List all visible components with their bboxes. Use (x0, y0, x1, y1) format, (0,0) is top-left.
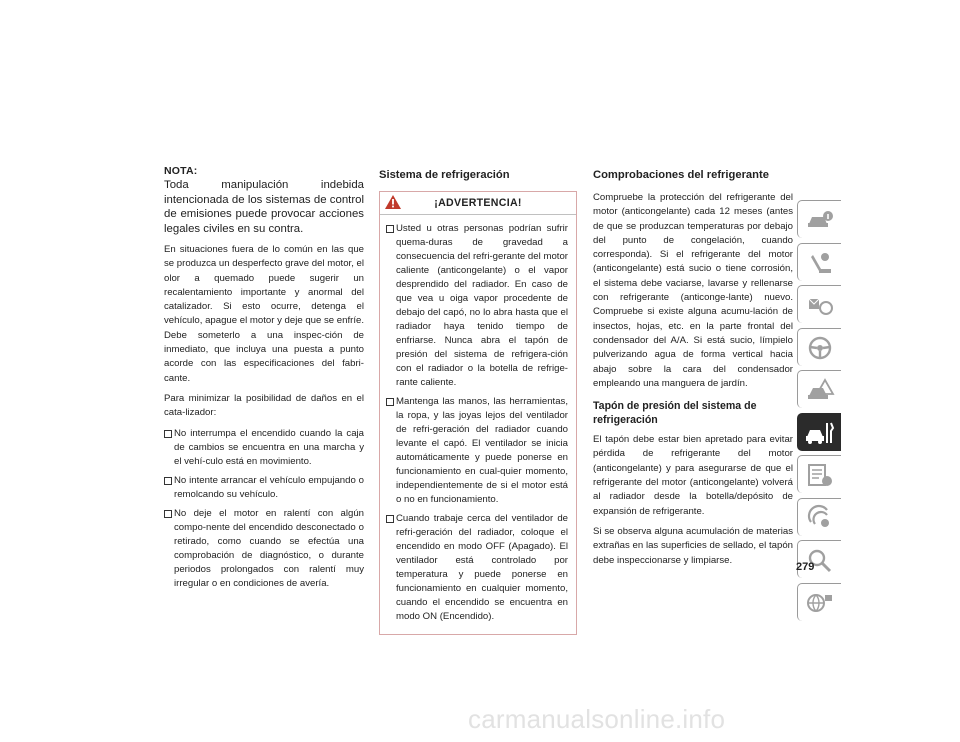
paragraph-coolant-checks: Compruebe la protección del refrigerante del motor (anticongelante) cada 12 meses (antes de que se produzcan temperaturas por debajo del punto de congelación, cuando corresponda). Si el refrigerante del motor (anticongelante) está sucio o tiene corrosión, el sistema debe vaciarse, lavarse y rellenarse con refrigerante (anticonge-lante) nuevo. Compruebe si existe alguna acumu-lación de insectos, hojas, etc. en la parte frontal del condensador del A/A. Si está sucio, límpielo pulverizando agua de forma vertical hacia abajo sobre la cara del condensador empleando una manguera de jardín. (593, 192, 793, 389)
column-middle (379, 165, 577, 635)
list-item: No interrumpa el encendido cuando la caja de cambios se encuentra en una marcha y el vehí-culo está en movimiento. (164, 427, 364, 469)
starting-icon (805, 291, 835, 319)
note-label: NOTA: (164, 165, 198, 177)
section-heading-coolant-checks: Comprobaciones del refrigerante (593, 169, 769, 181)
column-right (593, 165, 793, 574)
catalyst-bullet-list (164, 427, 364, 591)
tab-starting[interactable] (797, 285, 841, 323)
paragraph-cap-inspect: Si se observa alguna acumulación de materias extrañas en las superficies de sellado, el tapón debe inspeccionarse y limpiarse. (593, 525, 793, 566)
paragraph-catalyst: En situaciones fuera de lo común en las que se produzca un desperfecto grave del motor, el olor a quemado puede sugerir un recalentamiento importante y anormal del catalizador. Si esto ocurre, detenga el vehículo, apague el motor y deje que se enfríe. Debe someterlo a una inspec-ción de inmediato, que incluya una puesta a punto acorde con las especificaciones del fabri-cante. (164, 244, 364, 384)
list-item: No intente arrancar el vehículo empujando o remolcando su vehículo. (164, 474, 364, 502)
watermark: carmanualsonline.info (468, 704, 726, 734)
steering-wheel-icon (805, 334, 835, 362)
warning-box (379, 191, 577, 635)
paragraph-cap-tight: El tapón debe estar bien apretado para evitar pérdida de refrigerante del motor (anticongelante) y para asegurarse de que el refrigerante del motor (anticongelante) volverá al radiador desde la botella/depósito de expansión de refrigerante. (593, 434, 793, 517)
tab-car-info[interactable] (797, 200, 841, 238)
servicing-maintenance-icon (805, 419, 835, 447)
tab-emergency[interactable] (797, 370, 841, 408)
warning-header (380, 192, 576, 215)
specifications-icon (805, 461, 835, 489)
warning-title: ¡ADVERTENCIA! (434, 197, 522, 209)
warning-bullet-list (386, 222, 568, 624)
warning-body (380, 215, 576, 634)
list-item: Cuando trabaje cerca del ventilador de refri-geración del radiador, coloque el encendido en modo OFF (Apagado). El ventilador está controlado por temperatura y puede ponerse en funcionamiento en cualquier momento, cuando el encendido se encuentra en modo ON (Encendido). (386, 512, 568, 624)
note-text: Toda manipulación indebida intencionada de los sistemas de control de emisiones puede provocar acciones legales civiles en su contra. (164, 179, 364, 235)
emergency-icon (805, 376, 835, 404)
tab-servicing[interactable] (797, 413, 841, 451)
tab-safety[interactable] (797, 243, 841, 281)
list-item: Mantenga las manos, las herramientas, la ropa, y las joyas lejos del ventilador de refri-geración del radiador cuando levante el capó. El ventilador se inicia automáticamente y puede ponerse en funcionamiento en cual-quier momento, independientemente de si el motor está o no en funcionamiento. (386, 395, 568, 507)
warning-triangle-icon (384, 194, 402, 210)
tab-steering[interactable] (797, 328, 841, 366)
tab-language[interactable] (797, 583, 841, 621)
safety-icon (805, 249, 835, 277)
tab-multimedia[interactable] (797, 498, 841, 536)
language-icon (805, 589, 835, 617)
list-item: No deje el motor en ralentí con algún compo-nente del encendido desconectado o retirado, como cuando se efectúa una comprobación de diagnóstico, o durante periodos prolongados con ralentí muy irregular o en condiciones de avería. (164, 507, 364, 591)
multimedia-icon (805, 504, 835, 532)
section-heading-cooling: Sistema de refrigeración (379, 169, 510, 181)
tab-specifications[interactable] (797, 455, 841, 493)
paragraph-minimize: Para minimizar la posibilidad de daños en el cata-lizador: (164, 392, 364, 419)
subheading-pressure-cap: Tapón de presión del sistema de refrigeración (593, 400, 757, 427)
page-number: 279 (796, 561, 815, 573)
list-item: Usted u otras personas podrían sufrir quema-duras de gravedad a consecuencia del refri-gerante del motor caliente (anticongelante) o el vapor desprendido del radiador. En caso de que vea u oiga vapor procedente de debajo del capó, no lo abra hasta que el radiador haya tenido tiempo de enfriarse. Nunca abra el tapón de presión del sistema de refrigera-ción con el radiador o la botella de refrige-rante caliente. (386, 222, 568, 390)
column-left (164, 165, 364, 597)
car-info-icon (805, 206, 835, 234)
